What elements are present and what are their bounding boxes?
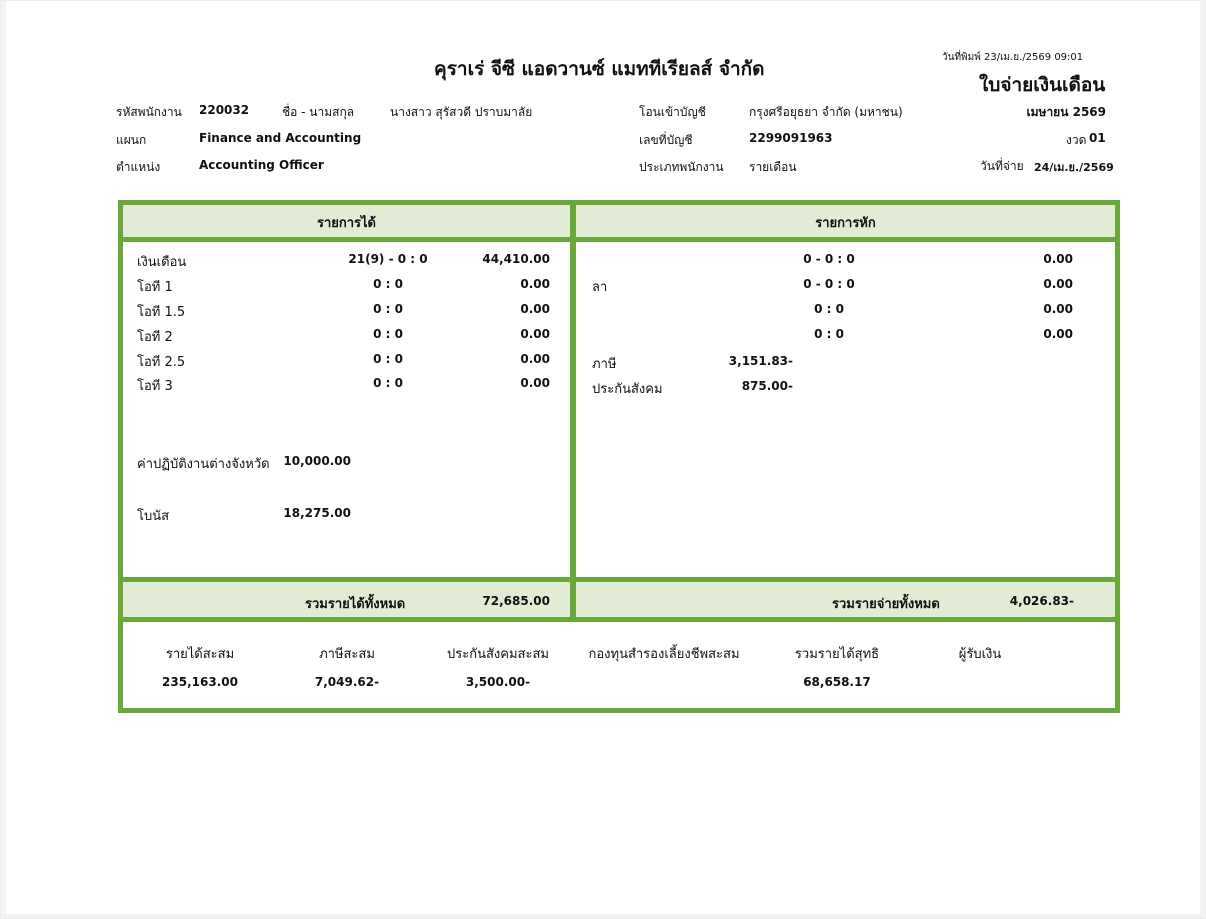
earning-ot3-amount: 0.00: [520, 376, 550, 390]
employee-name-value: นางสาว สุรัสวดี ปราบมาลัย: [390, 105, 533, 119]
earning-salary-amount: 44,410.00: [482, 252, 550, 266]
employee-id-value: 220032: [199, 103, 250, 117]
deduction-row3-hours: 0 : 0: [814, 302, 844, 316]
summary-ytd-income-value: 235,163.00: [162, 675, 238, 689]
document-title: ใบจ่ายเงินเดือน: [979, 74, 1106, 96]
deductions-total-amount: 4,026.83-: [1009, 594, 1074, 608]
deduction-tax-amount: 3,151.83-: [728, 354, 793, 368]
earning-ot15-label: โอที 1.5: [137, 305, 186, 320]
employee-id-label: รหัสพนักงาน: [116, 105, 182, 119]
earning-bonus-label: โบนัส: [137, 509, 170, 524]
deduction-tax-label: ภาษี: [592, 357, 617, 372]
account-label: เลขที่บัญชี: [639, 133, 693, 147]
earning-ot1-hours: 0 : 0: [373, 277, 403, 291]
total-top-divider: [118, 577, 1120, 582]
pay-date-value: 24/เม.ย./2569: [1034, 161, 1114, 174]
pay-date-label: วันที่จ่าย: [980, 159, 1024, 173]
earning-allowance-amount: 10,000.00: [283, 454, 351, 468]
page-gutter-left: [0, 0, 6, 919]
summary-ytd-provident-fund-label: กองทุนสำรองเลี้ยงชีพสะสม: [588, 647, 740, 662]
summary-net-income-label: รวมรายได้สุทธิ: [794, 647, 880, 662]
deduction-row1-amount: 0.00: [1043, 252, 1073, 266]
earnings-total-label: รวมรายได้ทั้งหมด: [305, 597, 406, 612]
column-divider: [570, 200, 576, 622]
earning-ot15-hours: 0 : 0: [373, 302, 403, 316]
earning-ot2-label: โอที 2: [137, 330, 173, 345]
print-date: วันที่พิมพ์ 23/เม.ย./2569 09:01: [942, 52, 1084, 63]
deduction-row4-amount: 0.00: [1043, 327, 1073, 341]
earning-ot3-label: โอที 3: [137, 379, 173, 394]
summary-ytd-social-security-value: 3,500.00-: [465, 675, 531, 689]
earning-allowance-label: ค่าปฏิบัติงานต่างจังหวัด: [137, 457, 270, 472]
summary-ytd-tax-value: 7,049.62-: [314, 675, 380, 689]
earnings-heading: รายการได้: [316, 216, 377, 231]
deduction-leave-amount: 0.00: [1043, 277, 1073, 291]
installment-value: 01: [1089, 131, 1106, 145]
page-gutter-bottom: [0, 914, 1206, 919]
employee-type-label: ประเภทพนักงาน: [639, 160, 724, 174]
company-name: คุราเร่ จีซี แอดวานซ์ แมททีเรียลส์ จำกัด: [434, 58, 765, 80]
earning-ot1-amount: 0.00: [520, 277, 550, 291]
earnings-total-amount: 72,685.00: [482, 594, 550, 608]
employee-name-label: ชื่อ - นามสกุล: [282, 105, 355, 119]
deductions-heading: รายการหัก: [815, 216, 876, 231]
employee-type-value: รายเดือน: [749, 160, 797, 174]
earning-ot15-amount: 0.00: [520, 302, 550, 316]
deduction-leave-label: ลา: [592, 280, 608, 295]
page-gutter-right: [1200, 0, 1206, 919]
department-value: Finance and Accounting: [199, 131, 362, 145]
summary-divider: [118, 617, 1120, 622]
deduction-row1-hours: 0 - 0 : 0: [803, 252, 855, 266]
deduction-row3-amount: 0.00: [1043, 302, 1073, 316]
deductions-total-label: รวมรายจ่ายทั้งหมด: [832, 597, 940, 612]
department-label: แผนก: [116, 133, 147, 147]
header-divider: [118, 237, 1120, 242]
earning-ot25-label: โอที 2.5: [137, 355, 186, 370]
summary-net-income-value: 68,658.17: [803, 675, 871, 689]
account-value: 2299091963: [749, 131, 833, 145]
summary-ytd-tax-label: ภาษีสะสม: [319, 647, 375, 662]
earning-salary-label: เงินเดือน: [137, 255, 187, 270]
deduction-social-security-amount: 875.00-: [741, 379, 793, 393]
earning-bonus-amount: 18,275.00: [283, 506, 351, 520]
installment-label: งวด: [1066, 133, 1087, 147]
deduction-row4-hours: 0 : 0: [814, 327, 844, 341]
summary-ytd-social-security-label: ประกันสังคมสะสม: [447, 647, 549, 662]
earning-ot2-amount: 0.00: [520, 327, 550, 341]
earning-ot25-hours: 0 : 0: [373, 352, 403, 366]
deduction-leave-hours: 0 - 0 : 0: [803, 277, 855, 291]
bank-label: โอนเข้าบัญชี: [639, 105, 706, 119]
bank-value: กรุงศรีอยุธยา จำกัด (มหาชน): [749, 105, 903, 119]
earning-ot25-amount: 0.00: [520, 352, 550, 366]
earning-ot3-hours: 0 : 0: [373, 376, 403, 390]
earning-salary-hours: 21(9) - 0 : 0: [348, 252, 428, 266]
deduction-social-security-label: ประกันสังคม: [592, 382, 663, 397]
period-month: เมษายน 2569: [1026, 105, 1106, 119]
earning-ot1-label: โอที 1: [137, 280, 173, 295]
earning-ot2-hours: 0 : 0: [373, 327, 403, 341]
summary-ytd-income-label: รายได้สะสม: [165, 647, 235, 662]
summary-recipient-label: ผู้รับเงิน: [958, 647, 1002, 662]
position-label: ตำแหน่ง: [116, 160, 161, 174]
position-value: Accounting Officer: [199, 158, 324, 172]
